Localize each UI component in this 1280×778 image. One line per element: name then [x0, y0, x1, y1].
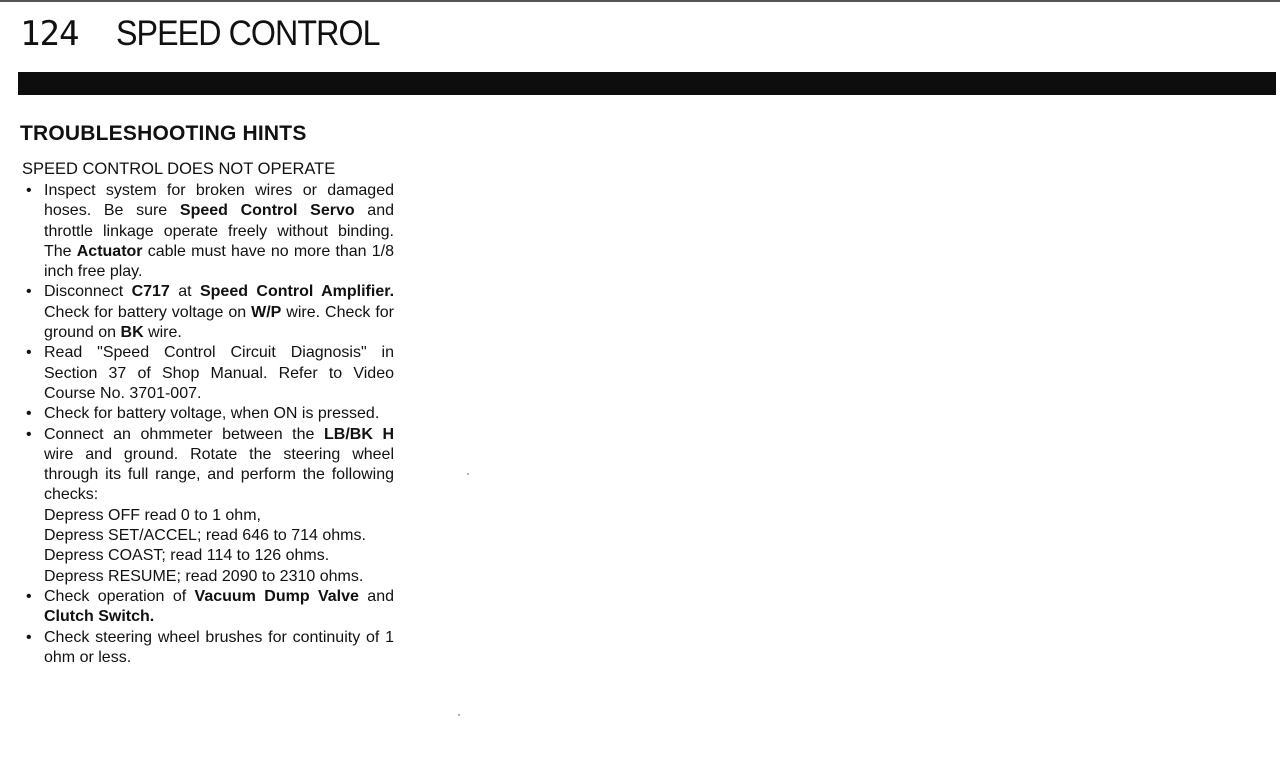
hint-bold-term: Speed Control Servo	[179, 202, 355, 220]
hint-text	[44, 282, 394, 343]
page-number: 124	[20, 14, 79, 54]
hint-bold-term: LB/BK H	[324, 425, 395, 443]
hint-item	[26, 282, 394, 343]
bullet-glyph: •	[26, 283, 32, 301]
hint-text-run: at	[169, 283, 200, 301]
section-heading: TROUBLESHOOTING HINTS	[20, 122, 307, 145]
hint-bold-term: C717	[131, 283, 170, 301]
bullet-glyph: •	[26, 425, 32, 443]
hint-text-run: Check steering wheel brushes for continuity of 1 ohm or less.	[44, 628, 394, 666]
hint-text-run: Read "Speed Control Circuit Diagnosis" in Section 37 of Shop Manual. Refer to Video Course No. 3701-007.	[44, 344, 394, 402]
hint-text	[44, 404, 394, 424]
hint-bold-term: Speed Control Amplifier.	[199, 283, 395, 301]
hint-check-line: Depress OFF read 0 to 1 ohm,	[44, 506, 261, 524]
hint-item	[26, 181, 394, 282]
hint-item	[26, 628, 394, 669]
bullet-glyph: •	[26, 182, 32, 199]
hint-item	[26, 343, 394, 404]
hint-bold-term: BK	[120, 324, 144, 342]
hint-item	[26, 404, 394, 424]
section-subheading: SPEED CONTROL DOES NOT OPERATE	[22, 160, 336, 178]
header-divider-bar	[18, 72, 1276, 95]
hint-check-line: Depress SET/ACCEL; read 646 to 714 ohms.	[44, 527, 366, 545]
hint-item	[26, 425, 394, 587]
hint-text-run: Check operation of	[44, 587, 195, 605]
page-header	[20, 14, 403, 54]
hint-text	[44, 181, 394, 282]
hint-text-run: wire and ground. Rotate the steering wheel through its full range, and perform the following checks:	[44, 445, 394, 504]
hint-text-run: Inspect system for broken wires or damaged hoses. Be sure	[44, 182, 394, 220]
scan-speck	[458, 714, 460, 716]
hint-text-run: cable must have no more than 1/8 inch free play.	[44, 242, 394, 281]
hint-text	[44, 425, 394, 587]
hint-text-run: wire. Check for ground on	[44, 303, 394, 342]
hint-bold-term: Clutch Switch.	[44, 608, 155, 626]
hint-bold-term: Actuator	[76, 242, 143, 260]
hint-text	[44, 343, 394, 404]
hint-text-run: Connect an ohmmeter between the	[44, 425, 324, 443]
hint-bold-term: Vacuum Dump Valve	[194, 587, 359, 605]
hint-text-run: Check for battery voltage, when ON is pressed.	[44, 405, 380, 423]
hint-text-run: and throttle linkage operate freely without binding. The	[44, 202, 395, 260]
hint-check-line: Depress RESUME; read 2090 to 2310 ohms.	[44, 567, 364, 585]
bullet-glyph: •	[26, 405, 32, 423]
hint-text	[44, 628, 394, 669]
bullet-glyph: •	[26, 344, 32, 362]
hint-text-run: wire.	[143, 324, 182, 342]
bullet-glyph: •	[26, 628, 32, 646]
hint-check-line: Depress COAST; read 114 to 126 ohms.	[44, 547, 330, 565]
hint-text	[44, 587, 394, 628]
scan-speck	[467, 473, 469, 475]
troubleshooting-hints-list	[26, 181, 394, 668]
hint-text-run: Disconnect	[44, 283, 132, 301]
hint-bold-term: W/P	[251, 303, 282, 321]
hint-text-run: Check for battery voltage on	[44, 303, 252, 321]
bullet-glyph: •	[26, 587, 32, 605]
hint-item	[26, 587, 394, 628]
page-title: SPEED CONTROL	[116, 14, 381, 53]
top-border-line	[0, 0, 1280, 2]
hint-text-run: and	[358, 587, 394, 605]
